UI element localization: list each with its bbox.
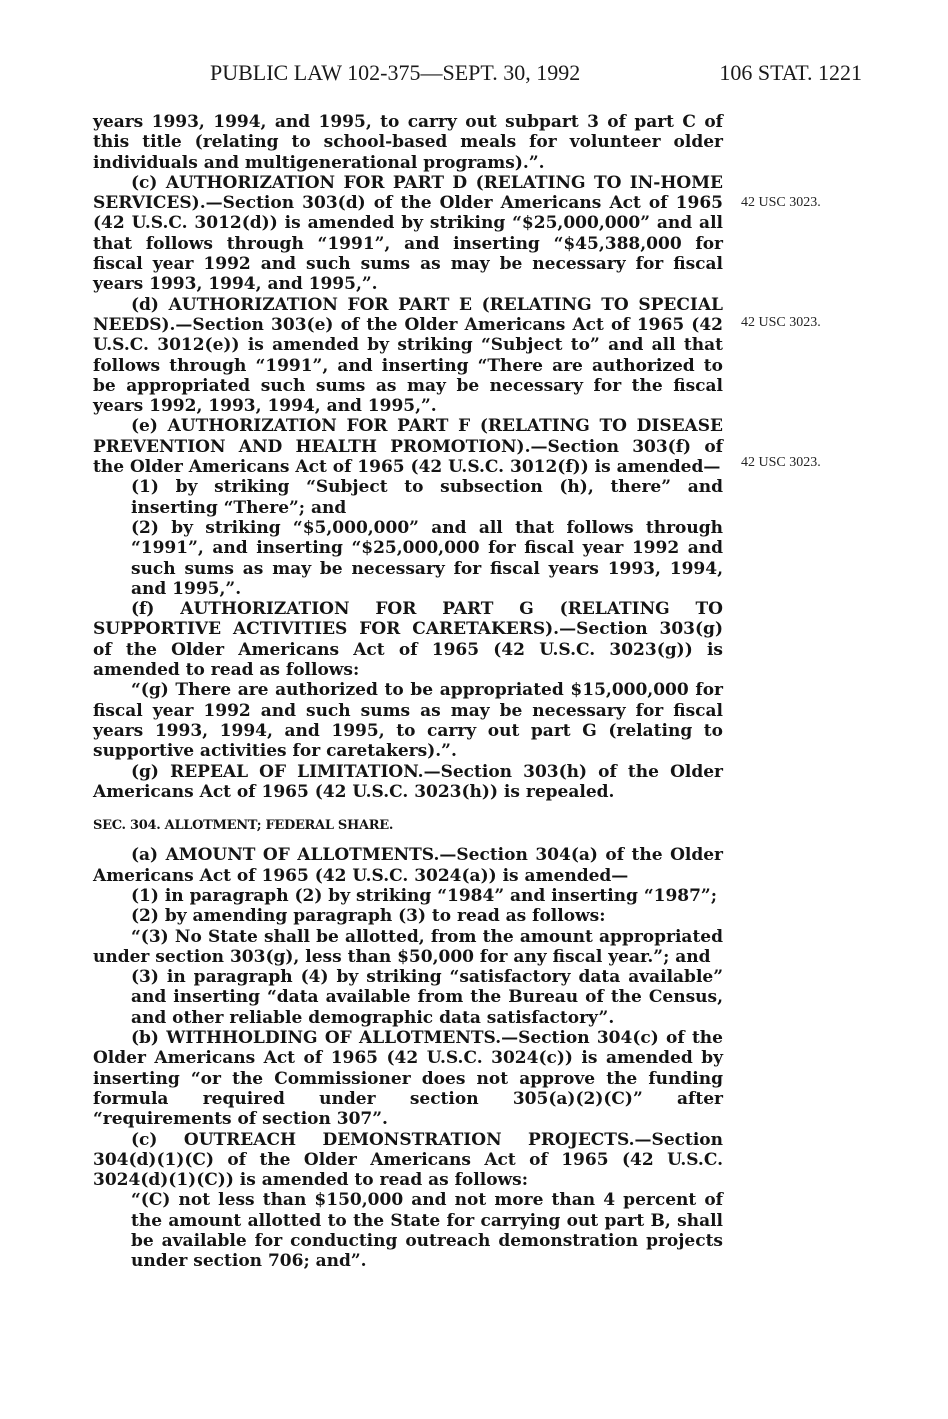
header-stat-citation: 106 STAT. 1221 bbox=[719, 60, 862, 85]
quoted-paragraph-3: “(3) No State shall be allotted, from the amount appropriated under section 303(g), less than $50,000 for any fiscal year.”; and bbox=[93, 926, 723, 967]
paragraph-amount-of-allotments: (a) AMOUNT OF ALLOTMENTS.—Section 304(a) of the Older Americans Act of 1965 (42 U.S.C. 3024(a)) is amended— bbox=[93, 845, 723, 886]
page-header bbox=[210, 60, 862, 90]
clause-3: (3) in paragraph (4) by striking “satisfactory data available” and inserting “data available from the Bureau of the Census, and other reliable demographic data satisfactory”. bbox=[131, 967, 723, 1028]
margin-note-usc: 42 USC 3023. bbox=[741, 195, 821, 210]
margin-note-usc: 42 USC 3023. bbox=[741, 455, 821, 470]
paragraph-part-e: (d) AUTHORIZATION FOR PART E (RELATING TO SPECIAL NEEDS).—Section 303(e) of the Older Americans Act of 1965 (42 U.S.C. 3012(e)) is amended by striking “Subject to” and all that follows through “1991”, and inserting “There are authorized to be appropriated such sums as may be necessary for the fiscal years 1992, 1993, 1994, and 1995,”. bbox=[93, 294, 723, 417]
quoted-subsection-g: “(g) There are authorized to be appropriated $15,000,000 for fiscal year 1992 and such sums as may be necessary for fiscal years 1993, 1994, and 1995, to carry out part G (relating to supportive activities for caretakers).”. bbox=[93, 680, 723, 762]
clause-2: (2) by amending paragraph (3) to read as follows: bbox=[131, 906, 606, 927]
paragraph-withholding: (b) WITHHOLDING OF ALLOTMENTS.—Section 304(c) of the Older Americans Act of 1965 (42 U.S.C. 3024(c)) is amended by inserting “or the Commissioner does not approve the funding formula required under section 305(a)(2)(C)” after “requirements of section 307”. bbox=[93, 1028, 723, 1130]
paragraph-outreach: (c) OUTREACH DEMONSTRATION PROJECTS.—Section 304(d)(1)(C) of the Older Americans Act of 1965 (42 U.S.C. 3024(d)(1)(C)) is amended to read as follows: bbox=[93, 1129, 723, 1191]
header-title: PUBLIC LAW 102-375—SEPT. 30, 1992 bbox=[210, 60, 581, 85]
clause-1: (1) in paragraph (2) by striking “1984” and inserting “1987”; bbox=[131, 885, 717, 906]
quoted-clause-c: “(C) not less than $150,000 and not more than 4 percent of the amount allotted to the State for carrying out part B, shall be available for conducting outreach demonstration projects under section 706; and”. bbox=[131, 1190, 723, 1272]
clause-1: (1) by striking “Subject to subsection (h), there” and inserting “There”; and bbox=[131, 477, 723, 518]
paragraph: years 1993, 1994, and 1995, to carry out subpart 3 of part C of this title (relating to school-based meals for volunteer older individuals and multigenerational programs).”. bbox=[93, 112, 723, 173]
margin-note-usc: 42 USC 3023. bbox=[741, 315, 821, 330]
paragraph-part-d: (c) AUTHORIZATION FOR PART D (RELATING TO IN-HOME SERVICES).—Section 303(d) of the Older Americans Act of 1965 (42 U.S.C. 3012(d)) is amended by striking “$25,000,000” and all that follows through “1991”, and inserting “$45,388,000 for fiscal year 1992 and such sums as may be necessary for fiscal years 1993, 1994, and 1995,”. bbox=[93, 172, 723, 295]
body-text bbox=[93, 112, 723, 1272]
paragraph-repeal: (g) REPEAL OF LIMITATION.—Section 303(h) of the Older Americans Act of 1965 (42 U.S.C. 3023(h)) is repealed. bbox=[93, 761, 723, 802]
paragraph-part-g: (f) AUTHORIZATION FOR PART G (RELATING TO SUPPORTIVE ACTIVITIES FOR CARETAKERS).—Section 303(g) of the Older Americans Act of 1965 (42 U.S.C. 3023(g)) is amended to read as follows: bbox=[93, 599, 723, 681]
clause-2: (2) by striking “$5,000,000” and all that follows through “1991”, and inserting “$25,000,000 for fiscal year 1992 and such sums as may be necessary for fiscal years 1993, 1994, and 1995,”. bbox=[131, 517, 723, 599]
paragraph-part-f: (e) AUTHORIZATION FOR PART F (RELATING TO DISEASE PREVENTION AND HEALTH PROMOTION).—Section 303(f) of the Older Americans Act of 1965 (42 U.S.C. 3012(f)) is amended— bbox=[93, 416, 723, 478]
section-heading: SEC. 304. ALLOTMENT; FEDERAL SHARE. bbox=[93, 818, 394, 834]
